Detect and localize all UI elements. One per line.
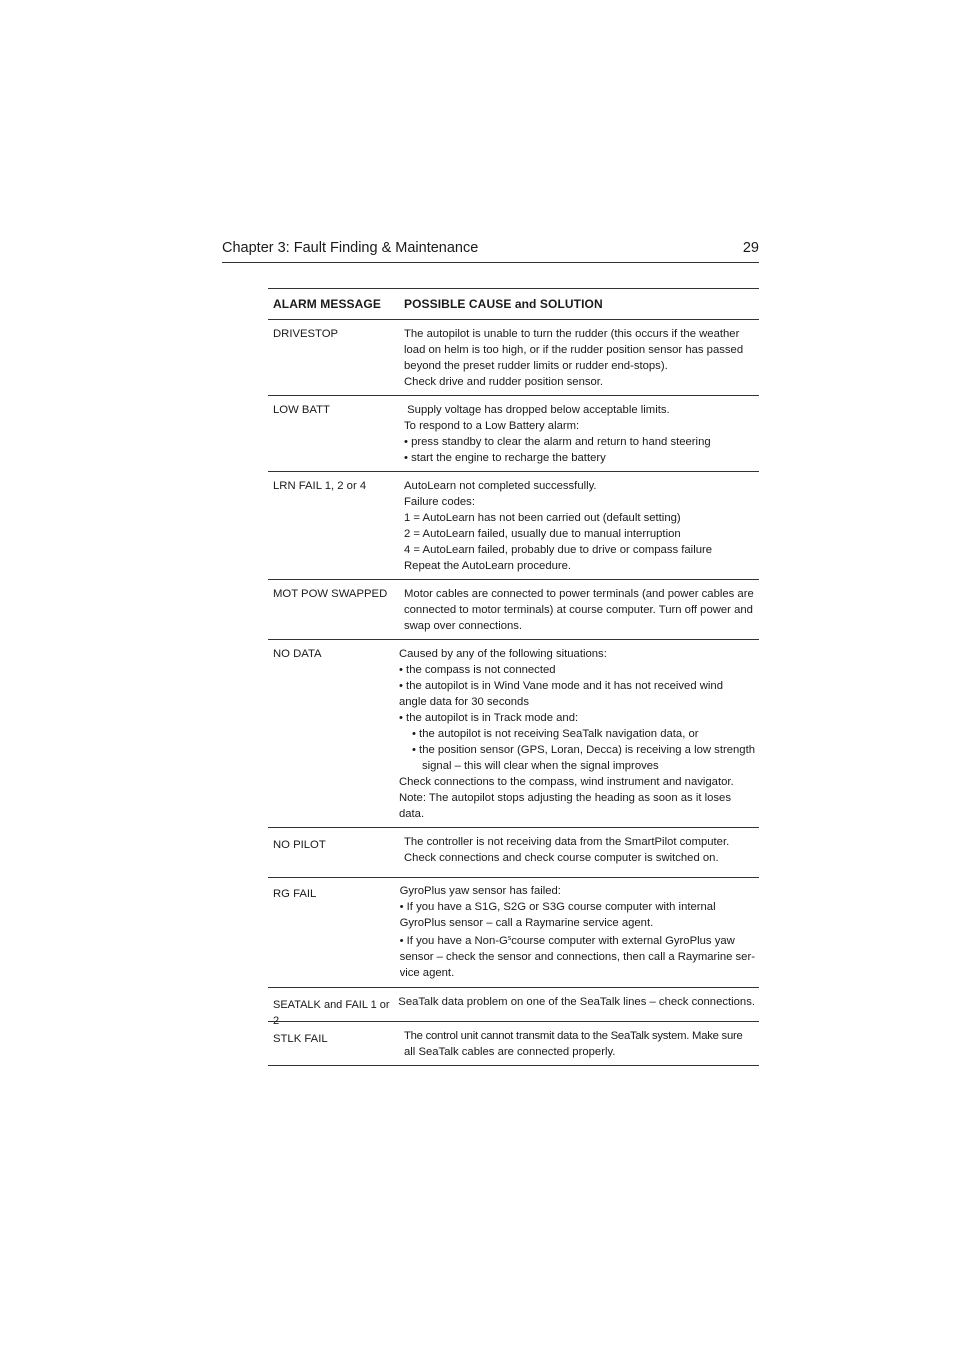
alarm-name: DRIVESTOP (273, 328, 339, 340)
alarm-solution: GyroPlus yaw sensor has failed: • If you have a S1G, S2G or S3G course computer with internal GyroPlus sensor – call a Raymarine service agent. • If you have a Non-$G^scourse$ computer with external GyroPlus yaw sensor – check the sensor and connections, then call a Raymarine ser- vice agent. (399, 885, 755, 979)
alarm-name: MOT POW SWAPPED (273, 588, 388, 600)
alarm-solution: Caused by any of the following situations: • the compass is not connected • the autopilot is in Wind Vane mode and it has not received wind angle data for 30 seconds • the autopilot is in Track mode and: • the autopilot is not receiving SeaTalk navigation data, or • the position sensor (GPS, Loran, Decca) is receiving a low strength signal – this will clear when the signal improves Check connections to the compass, wind instrument and navigator. Note: The autopilot stops adjusting the heading as soon as it loses data. (398, 648, 755, 820)
alarm-solution: The autopilot is unable to turn the rudder (this occurs if the weather load on helm is too high, or if the rudder position sensor has passed beyond the preset rudder limits or rudder end-stops). Check drive and rudder position sensor. (404, 328, 744, 388)
alarm-solution: SeaTalk data problem on one of the SeaTalk lines – check connections. (398, 996, 755, 1008)
alarm-name: LRN FAIL 1, 2 or 4 (273, 480, 367, 492)
alarm-solution: Motor cables are connected to power terminals (and power cables are connected to motor terminals) at course computer. Turn off power and swap over connections. (404, 588, 754, 632)
alarm-name: STLK FAIL (273, 1033, 328, 1045)
table-row (268, 828, 759, 878)
alarm-name: NO DATA (273, 648, 322, 660)
superscript-s: s (507, 935, 512, 942)
alarm-table (268, 288, 759, 1066)
page-header (222, 238, 759, 263)
table-row (268, 320, 759, 396)
table-row (268, 472, 759, 580)
table-row (268, 988, 759, 1027)
alarm-name: LOW BATT (273, 404, 330, 416)
alarm-solution: AutoLearn not completed successfully. Failure codes: 1 = AutoLearn has not been carried out (default setting) 2 = AutoLearn failed, usually due to manual interruption 4 = AutoLearn failed, probably due to drive or compass failure Repeat the AutoLearn procedure. (404, 480, 713, 572)
alarm-name: NO PILOT (273, 839, 326, 851)
column-header-alarm: ALARM MESSAGE (273, 297, 381, 311)
alarm-solution: The controller is not receiving data from the SmartPilot computer. Check connections and check course computer is switched on. (404, 836, 730, 864)
page-number: 29 (742, 240, 759, 256)
table-row (268, 878, 759, 988)
table-row (268, 1022, 759, 1066)
alarm-name: SEATALK and FAIL 1 or 2 (273, 999, 390, 1027)
table-row (268, 580, 759, 640)
table-row (268, 640, 759, 828)
table-header-row (268, 289, 759, 320)
alarm-name: RG FAIL (273, 888, 317, 900)
column-header-cause: POSSIBLE CAUSE and SOLUTION (404, 297, 603, 311)
chapter-title: Chapter 3: Fault Finding & Maintenance (222, 240, 479, 256)
alarm-solution: The control unit cannot transmit data to the SeaTalk system. Make sure all SeaTalk cables are connected properly. (404, 1030, 743, 1058)
table-row (268, 396, 759, 472)
alarm-solution: Supply voltage has dropped below acceptable limits. To respond to a Low Battery alarm: • press standby to clear the alarm and return to hand steering • start the engine to recharge the battery (404, 404, 711, 464)
